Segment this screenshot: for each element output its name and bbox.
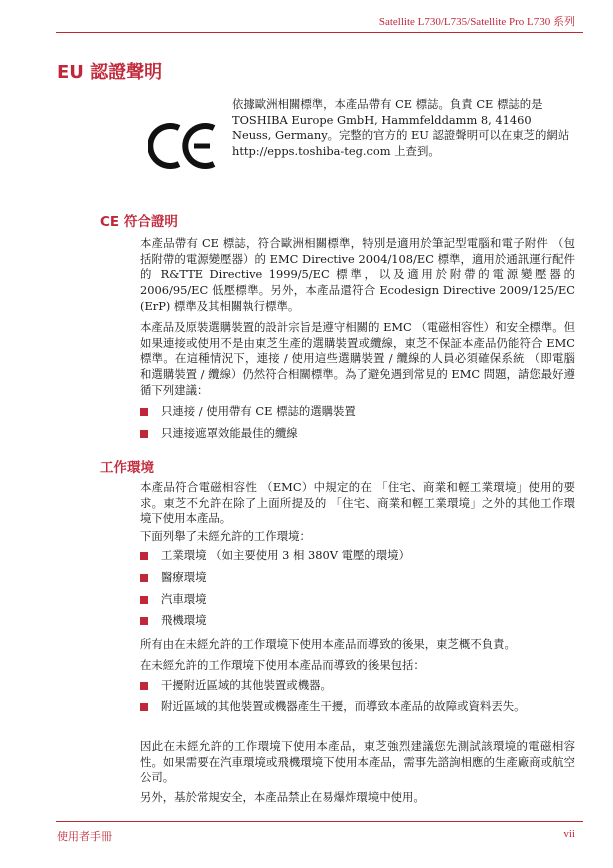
bullet-square-icon [140, 408, 148, 416]
ce-paragraph-1: 本產品帶有 CE 標誌，符合歐洲相關標準，特別是適用於筆記型電腦和電子附件 （包括附帶的電源變壓器）的 EMC Directive 2004/108/EC 標準，適用於通訊運行配件的 R&TTE Directive 1999/5/EC 標準，以及適用於附帶的電源變壓器的 2006/95/EC 低壓標準。另外，本產品還符合 Ecodesign Directive 2009/125/EC (ErP) 標準及其相關執行標準。 [140, 236, 575, 313]
env-paragraph-6: 另外，基於常規安全，本產品禁止在易爆炸環境中使用。 [140, 790, 425, 804]
env-paragraph-3: 所有由在未經允許的工作環境下使用本產品而導致的後果，東芝概不負責。 [140, 637, 516, 651]
env-paragraph-2: 下面列舉了未經允許的工作環境： [140, 529, 311, 543]
bullet-square-icon [140, 617, 148, 625]
bullet-square-icon [140, 703, 148, 711]
list-item-text: 飛機環境 [161, 613, 207, 627]
env-paragraph-4: 在未經允許的工作環境下使用本產品而導致的後果包括： [140, 658, 425, 672]
intro-paragraph: 依據歐洲相關標準，本產品帶有 CE 標誌。負責 CE 標誌的是 TOSHIBA Europe GmbH, Hammfelddamm 8, 41460 Neuss, Germany。完整的官方的 EU 認證聲明可以在東芝的網站 http://epps.toshiba-teg.com 上查到。 [232, 97, 570, 159]
ce-mark-icon [148, 120, 220, 172]
list-item-text: 工業環境 （如主要使用 3 相 380V 電壓的環境） [161, 548, 410, 562]
bullet-square-icon [140, 552, 148, 560]
header-rule [56, 32, 583, 33]
list-item-text: 附近區域的其他裝置或機器產生干擾，而導致本產品的故障或資料丟失。 [161, 699, 526, 713]
page-title: EU 認證聲明 [57, 62, 163, 83]
list-item [140, 426, 570, 442]
bullet-square-icon [140, 682, 148, 690]
env-section-heading: 工作環境 [100, 460, 154, 476]
list-item [140, 678, 570, 694]
bullet-square-icon [140, 430, 148, 438]
list-item [140, 699, 570, 715]
list-item-text: 只連接遮罩效能最佳的纜線 [161, 426, 298, 440]
list-item [140, 613, 570, 629]
list-item [140, 570, 570, 586]
list-item [140, 404, 570, 420]
list-item-text: 汽車環境 [161, 592, 207, 606]
list-item-text: 醫療環境 [161, 570, 207, 584]
list-item-text: 只連接 / 使用帶有 CE 標誌的選購裝置 [161, 404, 356, 418]
footer-manual-label: 使用者手冊 [57, 830, 112, 843]
footer-rule [56, 821, 583, 822]
bullet-square-icon [140, 596, 148, 604]
bullet-square-icon [140, 574, 148, 582]
page-number: vii [563, 828, 575, 840]
env-paragraph-5: 因此在未經允許的工作環境下使用本產品，東芝強烈建議您先測試該環境的電磁相容性。如果需要在汽車環境或飛機環境下使用本產品，需事先諮詢相應的生產廠商或航空公司。 [140, 739, 575, 785]
running-header: Satellite L730/L735/Satellite Pro L730 系列 [378, 16, 575, 28]
ce-paragraph-2: 本產品及原裝選購裝置的設計宗旨是遵守相關的 EMC （電磁相容性）和安全標準。但如果連接或使用不是由東芝生產的選購裝置或纜線，東芝不保証本產品仍能符合 EMC 標準。在這種情況下，連接 / 使用這些選購裝置 / 纜線的人員必須確保系統 （即電腦和選購裝置 / 纜線）仍然符合相關標準。為了避免遇到常見的 EMC 問題，請您最好遵循下列建議： [140, 320, 575, 397]
ce-section-heading: CE 符合證明 [100, 214, 178, 230]
list-item [140, 548, 570, 564]
list-item [140, 592, 570, 608]
list-item-text: 干擾附近區域的其他裝置或機器。 [161, 678, 332, 692]
env-paragraph-1: 本產品符合電磁相容性 （EMC）中規定的在 「住宅、商業和輕工業環境」使用的要求。東芝不允許在除了上面所提及的 「住宅、商業和輕工業環境」之外的其他工作環境下使用本產品。 [140, 480, 575, 526]
